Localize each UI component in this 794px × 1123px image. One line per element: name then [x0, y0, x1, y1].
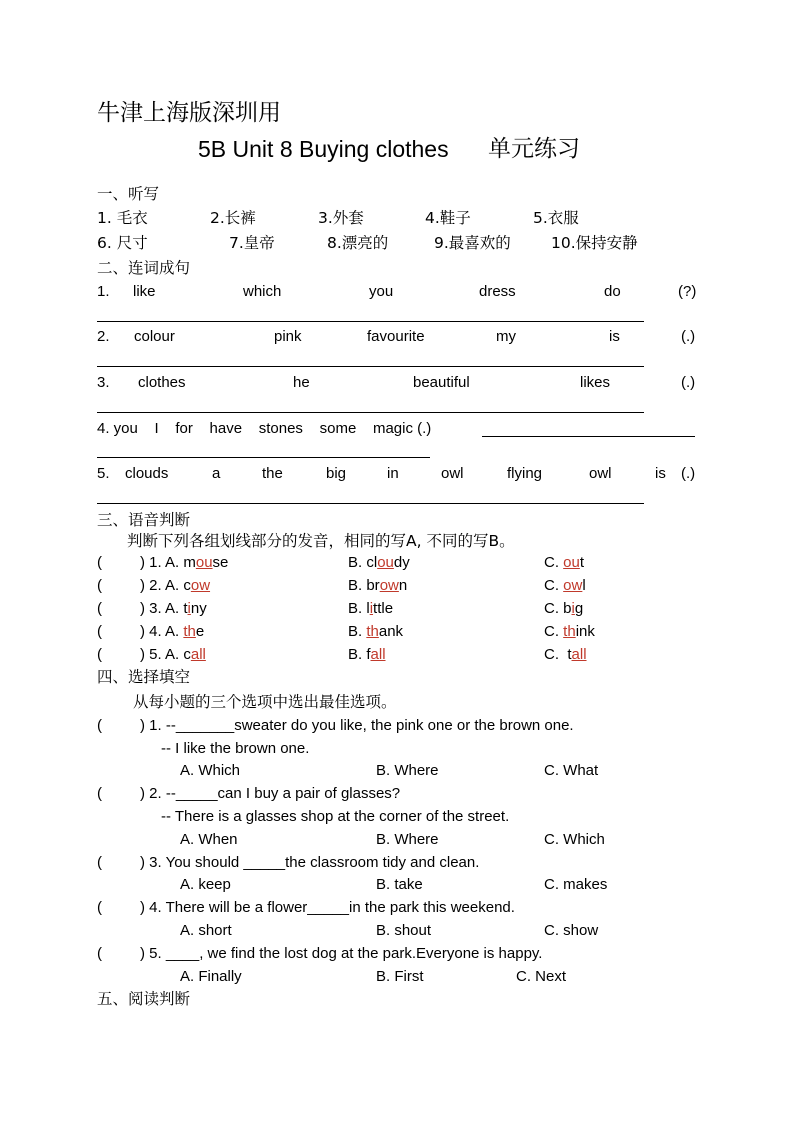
page-title-chinese: 牛津上海版深圳用: [97, 100, 281, 126]
answer-line[interactable]: [97, 366, 644, 367]
word: a: [212, 465, 221, 482]
page-title: 5B Unit 8 Buying clothes: [198, 136, 449, 162]
section3-instruction: 判断下列各组划线部分的发音，相同的写A, 不同的写B。: [127, 532, 515, 550]
word: do: [604, 283, 621, 300]
answer-line[interactable]: [97, 321, 644, 322]
dictation-item: 9.最喜欢的: [434, 234, 511, 252]
word: (.): [681, 374, 696, 391]
section4-instruction: 从每小题的三个选项中选出最佳选项。: [133, 693, 397, 711]
choice-a: A. When: [180, 831, 238, 848]
phonics-option-a: ) 2. A. cow: [140, 577, 211, 594]
word: beautiful: [413, 374, 470, 391]
answer-line[interactable]: [97, 412, 644, 413]
choice-b: B. shout: [376, 922, 432, 939]
dictation-item: 7.皇帝: [229, 234, 275, 252]
choice-c: C. What: [544, 762, 599, 779]
phonics-option-b: B. fall: [348, 646, 386, 663]
answer-line[interactable]: [97, 457, 430, 458]
paren: (: [97, 554, 102, 571]
phonics-option-c: C. tall: [544, 646, 587, 663]
word: favourite: [367, 328, 425, 345]
paren: (: [97, 785, 102, 802]
phonics-option-c: C. think: [544, 623, 595, 640]
dictation-item: 5.衣服: [533, 209, 579, 227]
word: you: [369, 283, 394, 300]
section5-title: 五、阅读判断: [97, 990, 191, 1008]
word: owl: [441, 465, 464, 482]
word: 2.: [97, 328, 110, 345]
word: owl: [589, 465, 612, 482]
word: flying: [507, 465, 543, 482]
paren: (: [97, 945, 102, 962]
word: in: [387, 465, 399, 482]
word: 3.: [97, 374, 110, 391]
paren: (: [97, 899, 102, 916]
word: 1.: [97, 283, 110, 300]
page-title-suffix: 单元练习: [488, 136, 580, 162]
question-stem: ) 5. ____, we find the lost dog at the park.Everyone is happy.: [140, 945, 543, 962]
dictation-item: 6. 尺寸: [97, 234, 148, 252]
phonics-option-c: C. out: [544, 554, 585, 571]
question-4: 4. you I for have stones some magic (.): [97, 420, 432, 437]
paren: (: [97, 854, 102, 871]
section4-title: 四、选择填空: [97, 668, 191, 686]
section2-title: 二、连词成句: [97, 259, 191, 277]
paren: (: [97, 600, 102, 617]
word: (?): [678, 283, 697, 300]
choice-c: C. makes: [544, 876, 608, 893]
dictation-item: 1. 毛衣: [97, 209, 148, 227]
choice-b: B. take: [376, 876, 423, 893]
choice-b: B. Where: [376, 762, 439, 779]
section3-title: 三、语音判断: [97, 511, 191, 529]
choice-c: C. show: [544, 922, 599, 939]
word: 5.: [97, 465, 110, 482]
word: dress: [479, 283, 516, 300]
phonics-option-a: ) 4. A. the: [140, 623, 205, 640]
phonics-option-a: ) 5. A. call: [140, 646, 206, 663]
choice-b: B. First: [376, 968, 424, 985]
question-stem: ) 1. --_______sweater do you like, the pink one or the brown one.: [140, 717, 574, 734]
word: clothes: [138, 374, 186, 391]
word: (.): [681, 465, 696, 482]
paren: (: [97, 646, 102, 663]
choice-a: A. short: [180, 922, 232, 939]
question-stem: ) 2. --_____can I buy a pair of glasses?: [140, 785, 401, 802]
word: is: [609, 328, 620, 345]
choice-c: C. Which: [544, 831, 605, 848]
paren: (: [97, 623, 102, 640]
word: colour: [134, 328, 175, 345]
paren: (: [97, 577, 102, 594]
dictation-item: 10.保持安静: [551, 234, 638, 252]
question-reply: -- There is a glasses shop at the corner of the street.: [161, 808, 510, 825]
dictation-item: 4.鞋子: [425, 209, 471, 227]
phonics-option-b: B. little: [348, 600, 394, 617]
question-stem: ) 3. You should _____the classroom tidy and clean.: [140, 854, 480, 871]
word: (.): [681, 328, 696, 345]
section1-title: 一、听写: [97, 185, 160, 203]
choice-a: A. Finally: [180, 968, 242, 985]
word: my: [496, 328, 516, 345]
paren: (: [97, 717, 102, 734]
dictation-item: 2.长裤: [210, 209, 256, 227]
question-stem: ) 4. There will be a flower_____in the park this weekend.: [140, 899, 515, 916]
phonics-option-b: B. cloudy: [348, 554, 410, 571]
word: the: [262, 465, 283, 482]
word: clouds: [125, 465, 169, 482]
word: likes: [580, 374, 611, 391]
word: pink: [274, 328, 302, 345]
choice-c: C. Next: [516, 968, 567, 985]
word: which: [243, 283, 282, 300]
phonics-option-c: C. owl: [544, 577, 586, 594]
phonics-option-a: ) 1. A. mouse: [140, 554, 229, 571]
dictation-item: 8.漂亮的: [327, 234, 389, 252]
question-reply: -- I like the brown one.: [161, 740, 310, 757]
choice-a: A. keep: [180, 876, 231, 893]
phonics-option-c: C. big: [544, 600, 584, 617]
phonics-option-b: B. brown: [348, 577, 408, 594]
phonics-option-b: B. thank: [348, 623, 404, 640]
answer-line[interactable]: [97, 503, 644, 504]
choice-b: B. Where: [376, 831, 439, 848]
word: he: [293, 374, 310, 391]
phonics-option-a: ) 3. A. tiny: [140, 600, 207, 617]
word: big: [326, 465, 347, 482]
answer-line[interactable]: [482, 436, 695, 437]
choice-a: A. Which: [180, 762, 241, 779]
word: is: [655, 465, 666, 482]
word: like: [133, 283, 156, 300]
dictation-item: 3.外套: [318, 209, 364, 227]
